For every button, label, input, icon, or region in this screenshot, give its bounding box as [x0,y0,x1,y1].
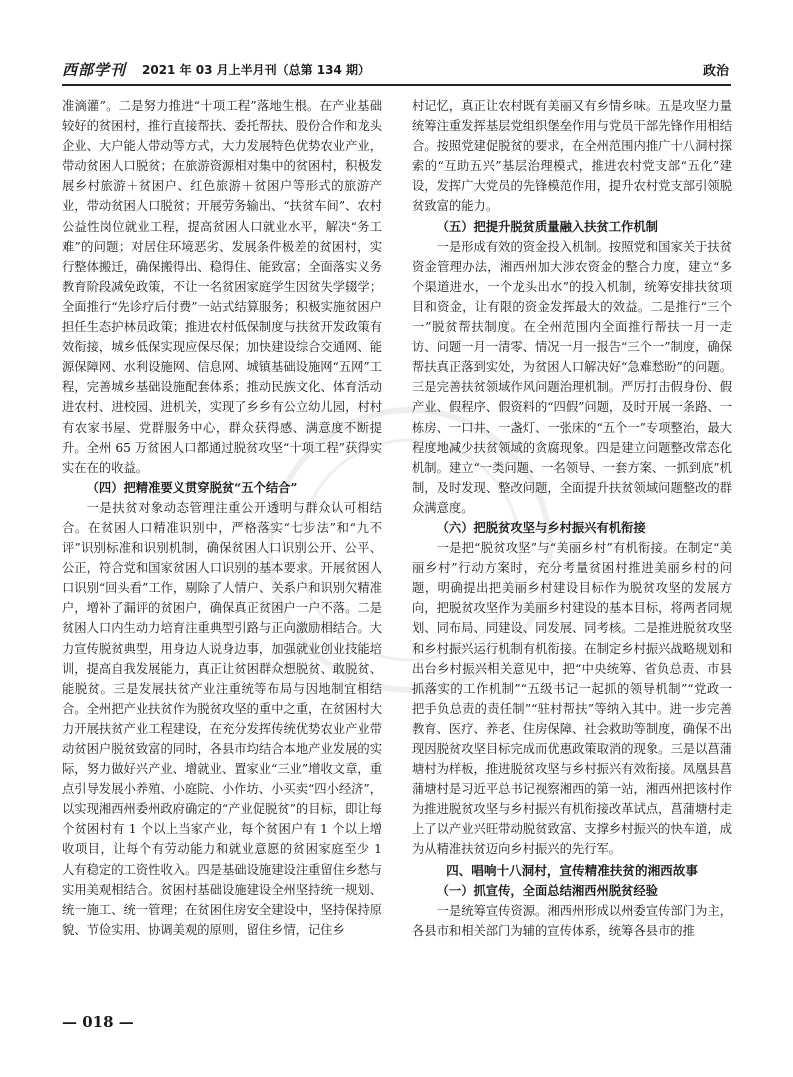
left-column [62,96,382,1001]
paragraph: 村记忆，真正让农村既有美丽又有乡情乡味。五是攻坚力量统筹注重发挥基层党组织堡垒作用与党员干部先锋作用相结合。按照党建促脱贫的要求，在全州范围内推广十八洞村探索的“互助五兴”基层治理模式，推进农村党支部“五化”建设，发挥广大党员的先锋模范作用，提升农村党支部引领脱贫致富的能力。 [412,99,732,214]
subsection-heading: （一）抓宣传，全面总结湘西州脱贫经验 [436,882,658,898]
issue-info: 2021 年 03 月上半月刊（总第 134 期） [142,63,371,77]
paragraph: 一是形成有效的资金投入机制。按照党和国家关于扶贫资金管理办法，湘西州加大涉农资金的整合力度，建立“多个渠道进水，一个龙头出水”的投入机制，统筹安排扶贫项目和资金，让有限的资金发挥最大的效益。二是推行“三个一”脱贫帮扶制度。在全州范围内全面推行帮扶一月一走访、问题一月一清零、情况一月一报告“三个一”制度，确保帮扶真正落到实处，为贫困人口解决好“急难愁盼”的问题。三是完善扶贫领域作风问题治理机制。严厉打击假身份、假产业、假程序、假资料的“四假”问题，及时开展一条路、一栋房、一口井、一盏灯、一张床的“五个一”专项整治，最大程度地减少扶贫领域的贪腐现象。四是建立问题整改常态化机制。建立“一类问题、一名领导、一套方案、一抓到底”机制，及时发现、整改问题，全面提升扶贫领域问题整改的群众满意度。 [412,239,732,515]
subsection-heading: （六）把脱贫攻坚与乡村振兴有机衔接 [436,519,646,535]
paragraph: 一是把“脱贫攻坚”与“美丽乡村”有机衔接。在制定“美丽乡村”行动方案时，充分考量贫困村推进美丽乡村的问题，明确提出把美丽乡村建设目标作为脱贫攻坚的发展方向，把脱贫攻坚作为美丽乡村建设的基本目标，将两者同规划、同布局、同建设、同发展、同考核。二是推进脱贫攻坚和乡村振兴运行机制有机衔接。在制定乡村振兴战略规划和出台乡村振兴相关意见中，把“中央统筹、省负总责、市县抓落实的工作机制”“五级书记一起抓的领导机制”“党政一把手负总责的责任制”“驻村帮扶”等纳入其中。进一步完善教育、医疗、养老、住房保障、社会救助等制度，确保不出现因脱贫攻坚目标完成而优惠政策取消的现象。三是以菖蒲塘村为样板，推进脱贫攻坚与乡村振兴有效衔接。凤凰县菖蒲塘村是习近平总书记视察湘西的第一站，湘西州把该村作为推进脱贫攻坚与乡村振兴有机衔接改革试点，菖蒲塘村走上了以产业兴旺带动脱贫致富、支撑乡村振兴的快车道，成为从精准扶贫迈向乡村振兴的先行军。 [412,541,732,857]
paragraph: 一是统筹宣传资源。湘西州形成以州委宣传部门为主，各县市和相关部门为辅的宣传体系，统筹各县市的推 [412,903,732,938]
section-title: 政治 [702,64,729,79]
paragraph: 准滴灌”。二是努力推进“十项工程”落地生根。在产业基础较好的贫困村，推行直接帮扶、委托帮扶、股份合作和龙头企业、大户能人带动等方式，大力发展特色优势农业产业，带动贫困人口脱贫；在旅游资源相对集中的贫困村，积极发展乡村旅游＋贫困户、红色旅游＋贫困户等形式的旅游产业，带动贫困人口脱贫；开展劳务输出、“扶贫车间”、农村公益性岗位就业工程，提高贫困人口就业水平，解决“务工难”的问题；对居住环境恶劣、发展条件极差的贫困村，实行整体搬迁，确保搬得出、稳得住、能致富；全面落实义务教育阶段减免政策，不让一名贫困家庭学生因贫失学辍学；全面推行“先诊疗后付费”一站式结算服务；积极实施贫困户担任生态护林员政策；推进农村低保制度与扶贫开发政策有效衔接，城乡低保实现应保尽保；加快建设综合交通网、能源保障网、水利设施网、信息网、城镇基础设施网“五网”工程，完善城乡基础设施配套体系；推动民族文化、体育活动进农村、进校园、进机关，实现了乡乡有公立幼儿园，村村有农家书屋、党群服务中心，群众获得感、满意度不断提升。全州 65 万贫困人口都通过脱贫攻坚“十项工程”获得实实在在的收益。 [62,99,382,475]
subsection-heading: （五）把提升脱贫质量融入扶贫工作机制 [436,218,658,234]
paragraph: 一是扶贫对象动态管理注重公开透明与群众认可相结合。在贫困人口精准识别中，严格落实“七步法”和“九不评”识别标准和识别机制，确保贫困人口识别公开、公平、公正，符合党和国家贫困人口识别的基本要求。开展贫困人口识别“回头看”工作，剔除了人情户、关系户和识别欠精准户，增补了漏评的贫困户，确保真正贫困户一户不落。二是贫困人口内生动力培育注重典型引路与正向激励相结合。大力宣传脱贫典型，用身边人说身边事，加强就业创业技能培训，提高自我发展能力，真正让贫困群众想脱贫、敢脱贫、能脱贫。三是发展扶贫产业注重统等布局与因地制宜相结合。全州把产业扶贫作为脱贫攻坚的重中之重，在贫困村大力开展扶贫产业工程建设，在充分发挥传统优势农业产业带动贫困户脱贫致富的同时，各县市均结合本地产业发展的实际，努力做好兴产业、增就业、置家业“三业”增收文章，重点引导发展小养殖、小庭院、小作坊、小买卖“四小经济”，以实现湘西州委州政府确定的“产业促脱贫”的目标，即让每个贫困村有 1 个以上当家产业，每个贫困户有 1 个以上增收项目，让每个有劳动能力和就业意愿的贫困家庭至少 1 人有稳定的工资性收入。四是基础设施建设注重留住乡愁与实用美观相结合。贫困村基础设施建设全州坚持统一规划、统一施工、统一管理；在贫困住房安全建设中，坚持保持原貌、节俭实用、协调美观的原则，留住乡情，记住乡 [62,500,382,937]
subsection-heading: （四）把精准要义贯穿脱贫“五个结合” [86,479,298,495]
section-heading: 四、唱响十八洞村，宣传精准扶贫的湘西故事 [446,862,698,878]
journal-logo: 西部学刊 [62,61,127,79]
right-column [412,96,732,1001]
page-header [62,58,731,86]
page-number: — 018 — [62,1013,134,1031]
